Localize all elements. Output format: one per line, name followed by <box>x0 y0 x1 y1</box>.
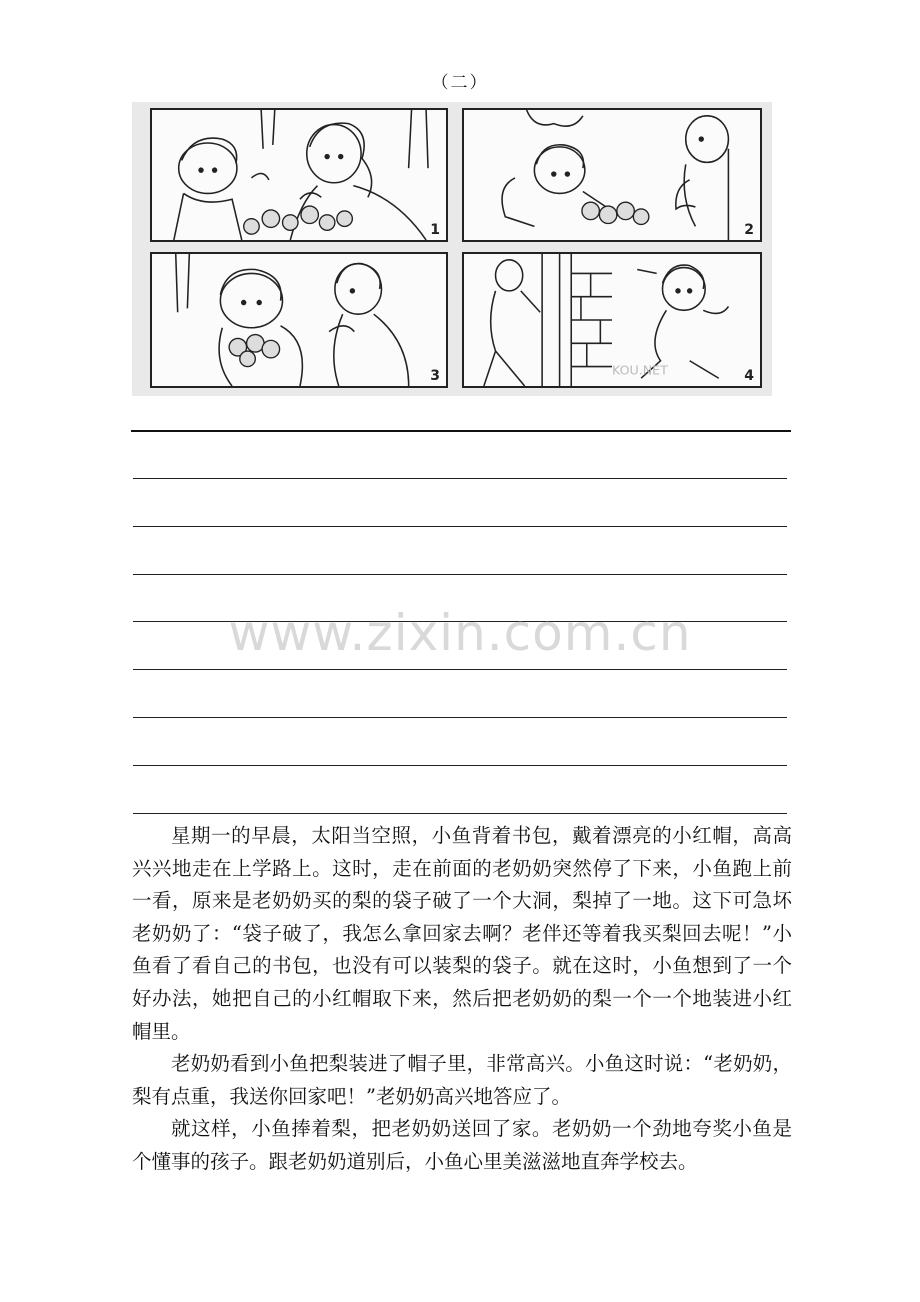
comic-panel-3-drawing <box>152 254 446 386</box>
comic-panel-4-drawing <box>464 254 760 386</box>
story-paragraph: 星期一的早晨，太阳当空照，小鱼背着书包，戴着漂亮的小红帽，高高兴兴地走在上学路上。这时，走在前面的老奶奶突然停了下来，小鱼跑上前一看，原来是老奶奶买的梨的袋子破了一个大洞，梨掉了一地。这下可急坏老奶奶了：“袋子破了，我怎么拿回家去啊？老伴还等着我买梨回去呢！”小鱼看了看自己的书包，也没有可以装梨的袋子。就在这时，小鱼想到了一个好办法，她把自己的小红帽取下来，然后把老奶奶的梨一个一个地装进小红帽里。 <box>132 824 792 1043</box>
site-watermark: www.zixin.com.cn <box>228 604 692 662</box>
section-heading: （二） <box>431 73 489 93</box>
writing-line <box>133 669 787 670</box>
comic-panel-1 <box>150 108 448 242</box>
story-paragraph: 老奶奶看到小鱼把梨装进了帽子里，非常高兴。小鱼这时说：“老奶奶，梨有点重，我送你回家吧！”老奶奶高兴地答应了。 <box>132 1052 792 1108</box>
story-text <box>132 820 792 1179</box>
writing-line <box>133 765 787 766</box>
comic-panel-4 <box>462 252 762 388</box>
writing-line <box>133 813 787 814</box>
panel-number: 4 <box>744 368 754 384</box>
writing-line <box>133 717 787 718</box>
comic-panel-1-drawing <box>152 110 446 240</box>
comic-panel-3 <box>150 252 448 388</box>
comic-panel-2 <box>462 108 762 242</box>
panel-number: 2 <box>744 222 754 238</box>
story-paragraph: 就这样，小鱼捧着梨，把老奶奶送回了家。老奶奶一个劲地夸奖小鱼是个懂事的孩子。跟老奶奶道别后，小鱼心里美滋滋地直奔学校去。 <box>132 1117 792 1173</box>
comic-strip <box>132 102 772 396</box>
panel-number: 3 <box>430 368 440 384</box>
comic-watermark: KOU.NET <box>612 362 668 378</box>
writing-line <box>133 526 787 527</box>
writing-line <box>133 574 787 575</box>
writing-line <box>133 478 787 479</box>
panel-number: 1 <box>430 222 440 238</box>
divider-rule <box>131 430 791 432</box>
comic-panel-2-drawing <box>464 110 760 240</box>
